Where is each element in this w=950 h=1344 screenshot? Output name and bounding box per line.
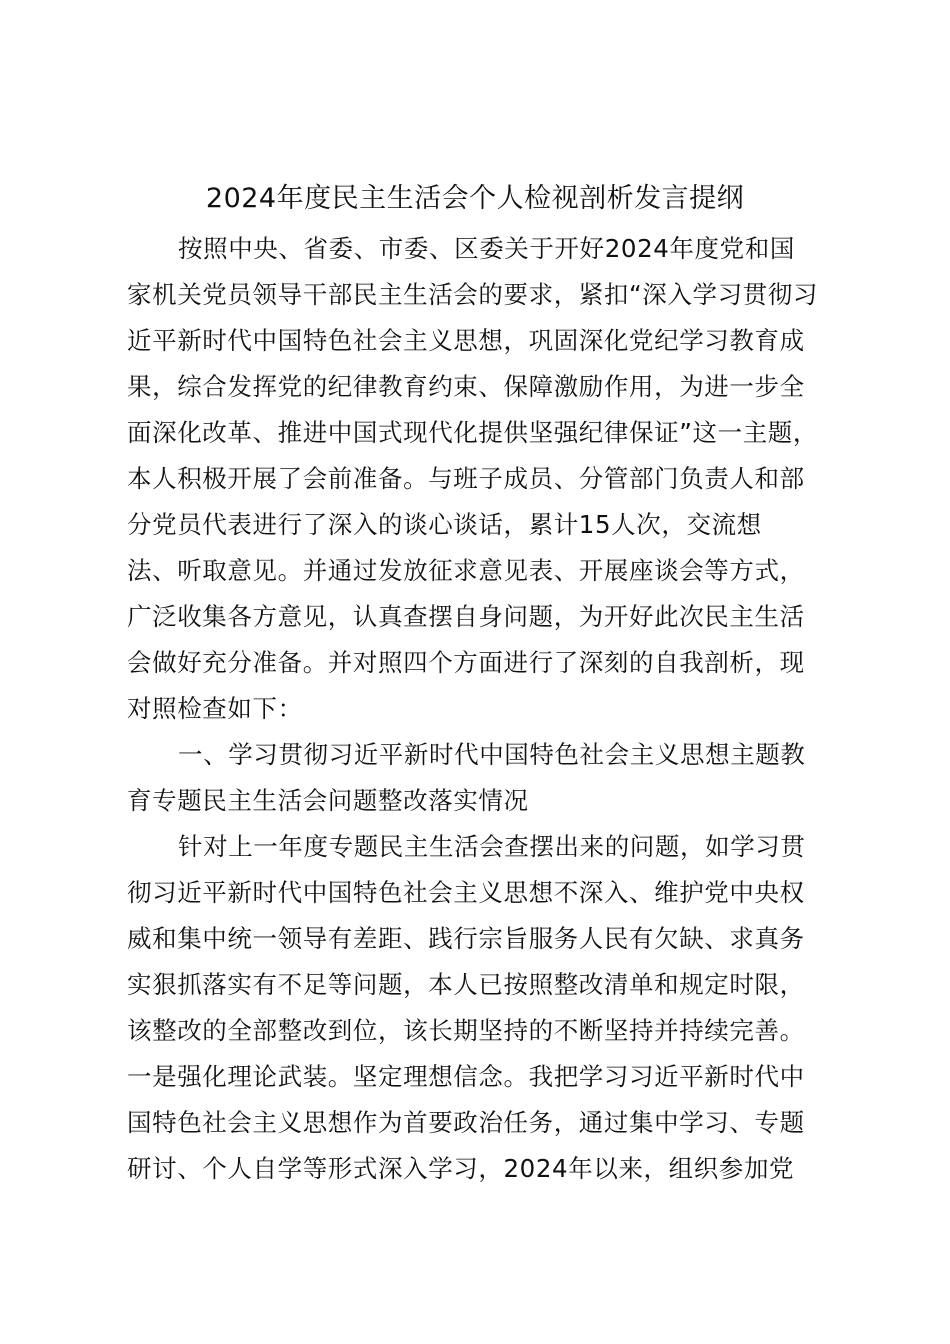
paragraph-line: 国特色社会主义思想作为首要政治任务，通过集中学习、专题 bbox=[127, 1108, 805, 1137]
paragraph-line: 本人积极开展了会前准备。与班子成员、分管部门负责人和部 bbox=[127, 464, 805, 493]
paragraph-line: 面深化改革、推进中国式现代化提供坚强纪律保证”这一主题， bbox=[127, 418, 818, 447]
paragraph-line: 近平新时代中国特色社会主义思想，巩固深化党纪学习教育成 bbox=[127, 326, 805, 355]
paragraph-line: 针对上一年度专题民主生活会查摆出来的问题，如学习贯 bbox=[178, 832, 806, 861]
paragraph-line: 家机关党员领导干部民主生活会的要求，紧扣“深入学习贯彻习 bbox=[127, 280, 818, 309]
paragraph-line: 果，综合发挥党的纪律教育约束、保障激励作用，为进一步全 bbox=[127, 372, 805, 401]
paragraph-line: 威和集中统一领导有差距、践行宗旨服务人民有欠缺、求真务 bbox=[127, 924, 805, 953]
paragraph-line: 分党员代表进行了深入的谈心谈话，累计15人次，交流想 bbox=[127, 510, 762, 539]
section-heading-line: 育专题民主生活会问题整改落实情况 bbox=[127, 786, 529, 815]
paragraph-line: 按照中央、省委、市委、区委关于开好2024年度党和国 bbox=[178, 234, 795, 263]
section-heading-line: 一、学习贯彻习近平新时代中国特色社会主义思想主题教 bbox=[178, 740, 806, 769]
document-title: 2024年度民主生活会个人检视剖析发言提纲 bbox=[205, 183, 745, 214]
paragraph-line: 该整改的全部整改到位，该长期坚持的不断坚持并持续完善。 bbox=[127, 1016, 805, 1045]
paragraph-line: 法、听取意见。并通过发放征求意见表、开展座谈会等方式， bbox=[127, 556, 805, 585]
paragraph-line: 广泛收集各方意见，认真查摆自身问题，为开好此次民主生活 bbox=[127, 602, 805, 631]
paragraph-line: 一是强化理论武装。坚定理想信念。我把学习习近平新时代中 bbox=[127, 1062, 805, 1091]
paragraph-line: 会做好充分准备。并对照四个方面进行了深刻的自我剖析，现 bbox=[127, 648, 805, 677]
paragraph-line: 对照检查如下： bbox=[127, 694, 303, 723]
paragraph-line: 实狠抓落实有不足等问题，本人已按照整改清单和规定时限， bbox=[127, 970, 805, 999]
paragraph-line: 彻习近平新时代中国特色社会主义思想不深入、维护党中央权 bbox=[127, 878, 805, 907]
paragraph-line: 研讨、个人自学等形式深入学习，2024年以来，组织参加党 bbox=[127, 1154, 795, 1183]
